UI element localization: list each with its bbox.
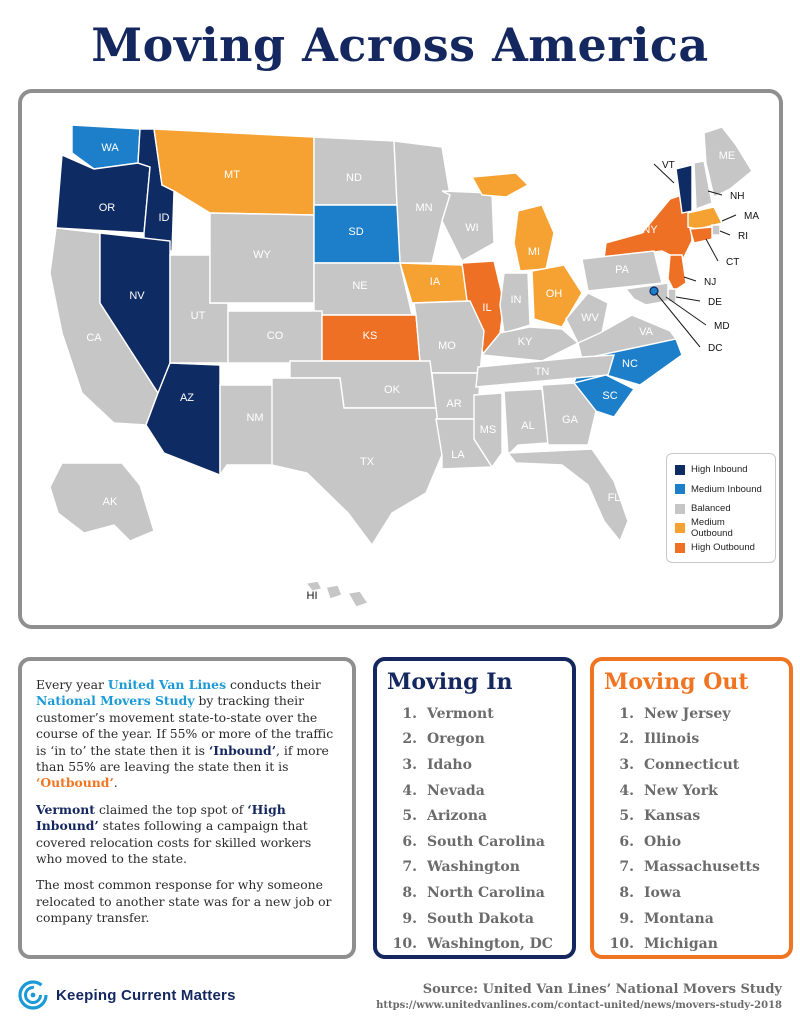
list-item [604,701,789,727]
state-ct [690,227,712,243]
legend-label: Balanced [691,503,731,515]
list-item-state: Vermont [427,705,494,722]
state-label-nc: NC [622,358,638,370]
source-text: Source: United Van Lines’ National Movers Study [422,982,782,997]
moving-in-list [373,657,576,959]
study-description [18,657,356,959]
page-title: Moving Across America [91,18,709,72]
state-label-tn: TN [534,366,550,378]
state-ri [712,225,720,235]
kcm-logo [18,980,236,1010]
list-item-state: New Jersey [644,705,731,722]
state-label-ne: NE [352,280,368,292]
state-label-nd: ND [346,172,362,184]
list-item-number: 10. [609,936,634,953]
legend-label: Medium Outbound [691,517,733,540]
legend-item-balanced [675,499,769,519]
moving-out-title: Moving Out [604,669,749,695]
state-label-wi: WI [465,222,479,234]
list-item [387,829,572,855]
list-item-number: 2. [619,731,634,748]
list-item [387,727,572,753]
state-label-hi: HI [306,590,318,602]
list-item-state: Iowa [644,884,682,901]
description-paragraph-3: The most common response for why someone relocated to another state was for a new job or company transfer. [36,877,332,926]
list-item-state: Illinois [644,731,700,748]
state-label-il: IL [482,302,492,314]
state-label-sc: SC [602,390,618,402]
list-item [387,778,572,804]
state-label-mt: MT [224,169,240,181]
legend-label: High Inbound [691,464,748,476]
leader-line-ri [720,231,730,235]
state-nj [668,255,686,291]
list-item-state: North Carolina [427,884,545,901]
description-paragraph-2: Vermont claimed the top spot of ‘High Inbound’ states following a campaign that covered relocation costs for skilled workers who moved to the state. [36,801,312,867]
list-item-state: New York [644,782,718,799]
state-me [704,127,752,197]
list-item-number: 6. [402,833,417,850]
list-item-number: 2. [402,731,417,748]
state-label-co: CO [266,330,284,342]
list-item [387,931,572,957]
state-label-ok: OK [384,384,400,396]
state-label-nv: NV [129,290,145,302]
state-label-ut: UT [190,310,206,322]
list-item [604,880,789,906]
state-label-ms: MS [479,424,497,436]
list-item-number: 10. [392,936,417,953]
source-citation [376,982,782,1011]
list-item-state: Oregon [427,731,485,748]
state-label-wa: WA [101,142,119,154]
list-item-state: Kansas [644,808,701,825]
legend-item-high-inbound [675,460,769,480]
list-item-number: 6. [619,833,634,850]
state-label-la: LA [451,449,465,461]
list-item-state: Washington [427,859,520,876]
state-label-ca: CA [86,332,102,344]
list-item [604,855,789,881]
state-nd [314,137,397,205]
legend-label: High Outbound [691,542,755,554]
state-label-ny: NY [642,224,658,236]
logo-text: Keeping Current Matters [56,986,236,1004]
list-item-state: South Dakota [427,910,534,927]
legend-swatch [675,543,685,553]
legend-item-medium-outbound [675,519,769,539]
list-item [387,752,572,778]
leader-line-de [676,297,700,301]
list-item [604,931,789,957]
state-label-wy: WY [253,249,271,261]
list-item [604,829,789,855]
state-label-mi: MI [527,246,541,258]
list-item-number: 9. [402,910,417,927]
list-item [387,803,572,829]
top-state: Vermont [36,801,95,817]
state-label-mn: MN [415,202,433,214]
state-label-nm: NM [246,412,264,424]
state-label-fl: FL [607,492,621,504]
state-label-pa: PA [615,264,629,276]
list-item-state: Arizona [427,808,488,825]
state-label-ks: KS [362,330,378,342]
list-item [387,906,572,932]
state-label-de: DE [708,297,722,308]
state-label-ga: GA [562,414,578,426]
state-label-dc: DC [708,343,723,354]
list-item-number: 8. [402,884,417,901]
list-item-number: 4. [619,782,634,799]
state-label-nj: NJ [704,277,717,288]
list-item-state: Michigan [644,936,718,953]
state-label-al: AL [521,420,535,432]
list-item-state: Massachusetts [644,859,760,876]
state-label-wv: WV [581,312,599,324]
state-label-az: AZ [179,392,195,404]
company-name: United Van Lines [107,677,227,692]
state-label-ma: MA [744,211,759,222]
outbound-term: ‘Outbound’ [36,775,114,791]
list-item-number: 3. [619,756,634,773]
leader-line-md [666,297,706,325]
state-label-ct: CT [726,257,740,268]
legend-swatch [675,484,685,494]
state-label-sd: SD [348,226,364,238]
study-name: National Movers Study [36,693,195,709]
map-legend [666,453,776,563]
list-item-number: 7. [619,859,634,876]
list-item-state: Washington, DC [427,936,553,953]
list-item [604,906,789,932]
state-ar [432,373,480,419]
state-label-ar: AR [446,398,462,410]
leader-line-ma [722,215,736,221]
description-paragraph-1: Every year United Van Lines conducts their National Movers Study by tracking their customer’s movement state-to-state over the course of the year. If 55% or more of the traffic is ‘in to’ the state then it is ‘Inbound’, if more than 55% are leaving the state then it is ‘Outbound’. [36,677,334,791]
state-label-or: OR [98,202,116,214]
list-item-state: Montana [644,910,714,927]
list-item-number: 7. [402,859,417,876]
state-label-vt: VT [662,160,675,171]
state-label-ky: KY [517,336,533,348]
state-label-in: IN [510,294,522,306]
swirl-logo-icon [18,980,48,1010]
leader-line-ct [706,239,718,261]
state-label-va: VA [639,326,653,338]
list-item-number: 9. [619,910,634,927]
list-item-number: 4. [402,782,417,799]
state-label-nh: NH [730,191,745,202]
state-label-oh: OH [545,288,563,300]
list-item-number: 3. [402,756,417,773]
state-label-tx: TX [359,456,375,468]
legend-label: Medium Inbound [691,483,762,495]
high-inbound-term: ‘High Inbound’ [36,801,286,834]
legend-item-medium-inbound [675,480,769,500]
legend-swatch [675,465,685,475]
state-label-mo: MO [438,340,456,352]
state-label-ak: AK [102,496,118,508]
moving-in-title: Moving In [387,669,513,695]
moving-out-list [590,657,793,959]
list-item [604,727,789,753]
list-item [387,701,572,727]
list-item-state: Connecticut [644,756,740,773]
list-item-number: 1. [619,705,634,722]
list-item [387,880,572,906]
list-item [604,752,789,778]
list-item-number: 5. [402,808,417,825]
legend-item-high-outbound [675,538,769,558]
list-item-state: South Carolina [427,833,545,850]
list-item-number: 8. [619,884,634,901]
us-map-panel [18,89,783,629]
list-item-number: 5. [619,808,634,825]
source-url: https://www.unitedvanlines.com/contact-united/news/movers-study-2018 [376,1000,782,1011]
inbound-term: ‘Inbound’ [208,742,277,758]
state-label-me: ME [718,150,736,162]
legend-swatch [675,504,685,514]
state-label-id: ID [158,212,170,224]
legend-swatch [675,523,685,533]
list-item-state: Nevada [427,782,485,799]
state-label-ri: RI [738,231,748,242]
state-label-md: MD [714,321,730,332]
list-item-number: 1. [402,705,417,722]
list-item [387,855,572,881]
state-label-ia: IA [429,276,441,288]
list-item-state: Ohio [644,833,682,850]
list-item [604,803,789,829]
list-item [604,778,789,804]
list-item-state: Idaho [427,756,472,773]
